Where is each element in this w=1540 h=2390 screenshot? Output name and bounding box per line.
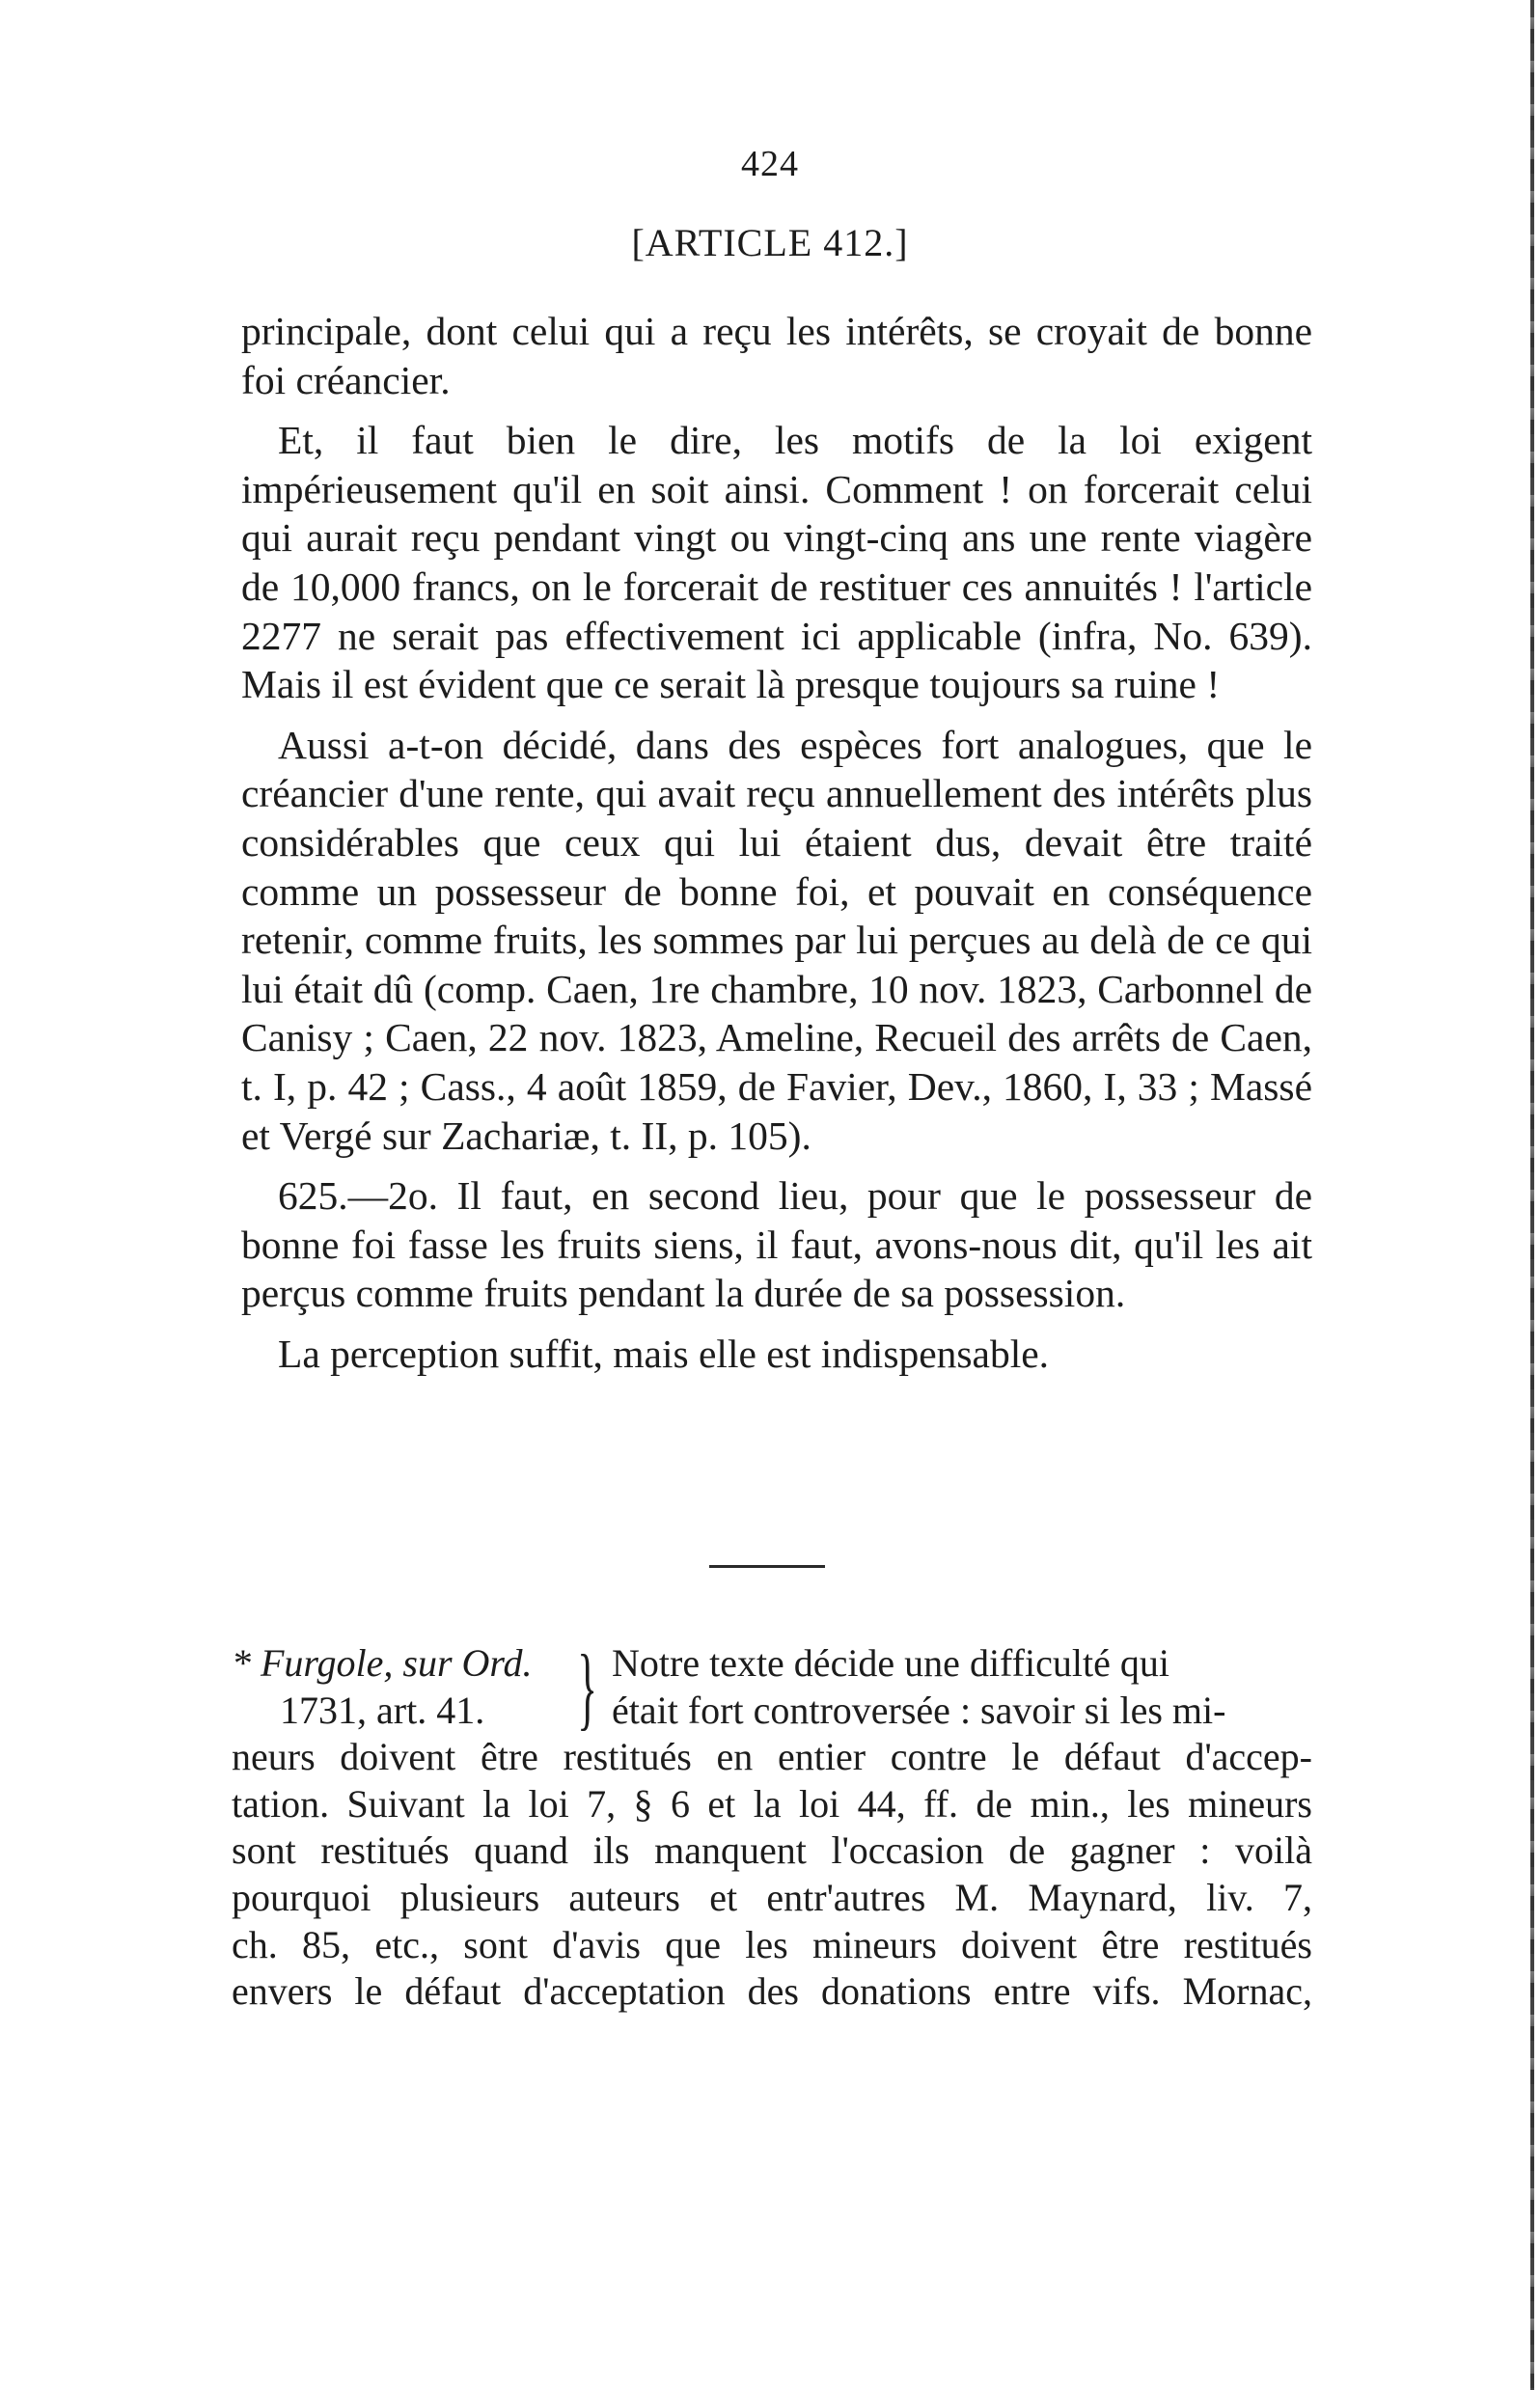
footnote-source [232,1635,597,1739]
body-text [241,307,1312,1389]
footnote-line-6: envers le défaut d'acceptation des donations entre vifs. Mornac, [232,1969,1312,2014]
running-head: [ARTICLE 412.] [631,221,909,264]
footnote-head [232,1635,1312,1739]
brace-icon: } [577,1635,597,1739]
page-number: 424 [741,144,799,184]
footnote [232,1635,1312,2016]
paragraph-1: principale, dont celui qui a reçu les intérêts, se croyait de bonne foi créancier. [241,309,1312,402]
page-edge-shadow [1530,0,1534,2390]
section-divider [709,1565,825,1568]
footnote-source-line-1: * Furgole, sur Ord. [232,1641,533,1685]
footnote-line-4: pourquoi plusieurs auteurs et entr'autres M. Maynard, liv. 7, [232,1875,1312,1919]
footnote-line-5: ch. 85, etc., sont d'avis que les mineurs doivent être restitués [232,1922,1312,1966]
footnote-head-line-1: Notre texte décide une difficulté qui [612,1641,1169,1685]
paragraph-3: Aussi a-t-on décidé, dans des espèces fort analogues, que le créancier d'une rente, qui avait reçu annuellement des intérêts plus considérables que ceux qui lui étaient dus, devait être traité comme un possesseur de bonne foi, et pouvait en conséquence retenir, comme fruits, les sommes par lui perçues au delà de ce qui lui était dû (comp. Caen, 1re chambre, 10 nov. 1823, Carbonnel de Canisy ; Caen, 22 nov. 1823, Ameline, Recueil des arrêts de Caen, t. I, p. 42 ; Cass., 4 août 1859, de Favier, Dev., 1860, I, 33 ; Massé et Vergé sur Zachariæ, t. II, p. 105). [241,722,1312,1158]
paragraph-4: 625.—2o. Il faut, en second lieu, pour que le possesseur de bonne foi fasse les fruits siens, il faut, avons-nous dit, qu'il les ait perçus comme fruits pendant la durée de sa possession. [241,1173,1312,1316]
footnote-line-2: tation. Suivant la loi 7, § 6 et la loi 44, ff. de min., les mineurs [232,1781,1312,1826]
footnote-line-3: sont restitués quand ils manquent l'occasion de gagner : voilà [232,1828,1312,1873]
paragraph-5: La perception suffit, mais elle est indispensable. [278,1331,1050,1376]
footnote-body [232,1734,1312,2016]
footnote-source-line-2: 1731, art. 41. [280,1688,485,1732]
footnote-head-text [612,1640,1312,1734]
paragraph-2: Et, il faut bien le dire, les motifs de la loi exigent impérieusement qu'il en soit ainsi. Comment ! on forcerait celui qui aurait reçu pendant vingt ou vingt-cinq ans une rente viagère de 10,000 francs, on le forcerait de restituer ces annuités ! l'article 2277 ne serait pas effectivement ici applicable (infra, No. 639). Mais il est évident que ce serait là presque toujours sa ruine ! [241,418,1312,707]
footnote-head-line-2: était fort controversée : savoir si les mi- [612,1688,1226,1732]
footnote-line-1: neurs doivent être restitués en entier contre le défaut d'accep- [232,1735,1312,1779]
